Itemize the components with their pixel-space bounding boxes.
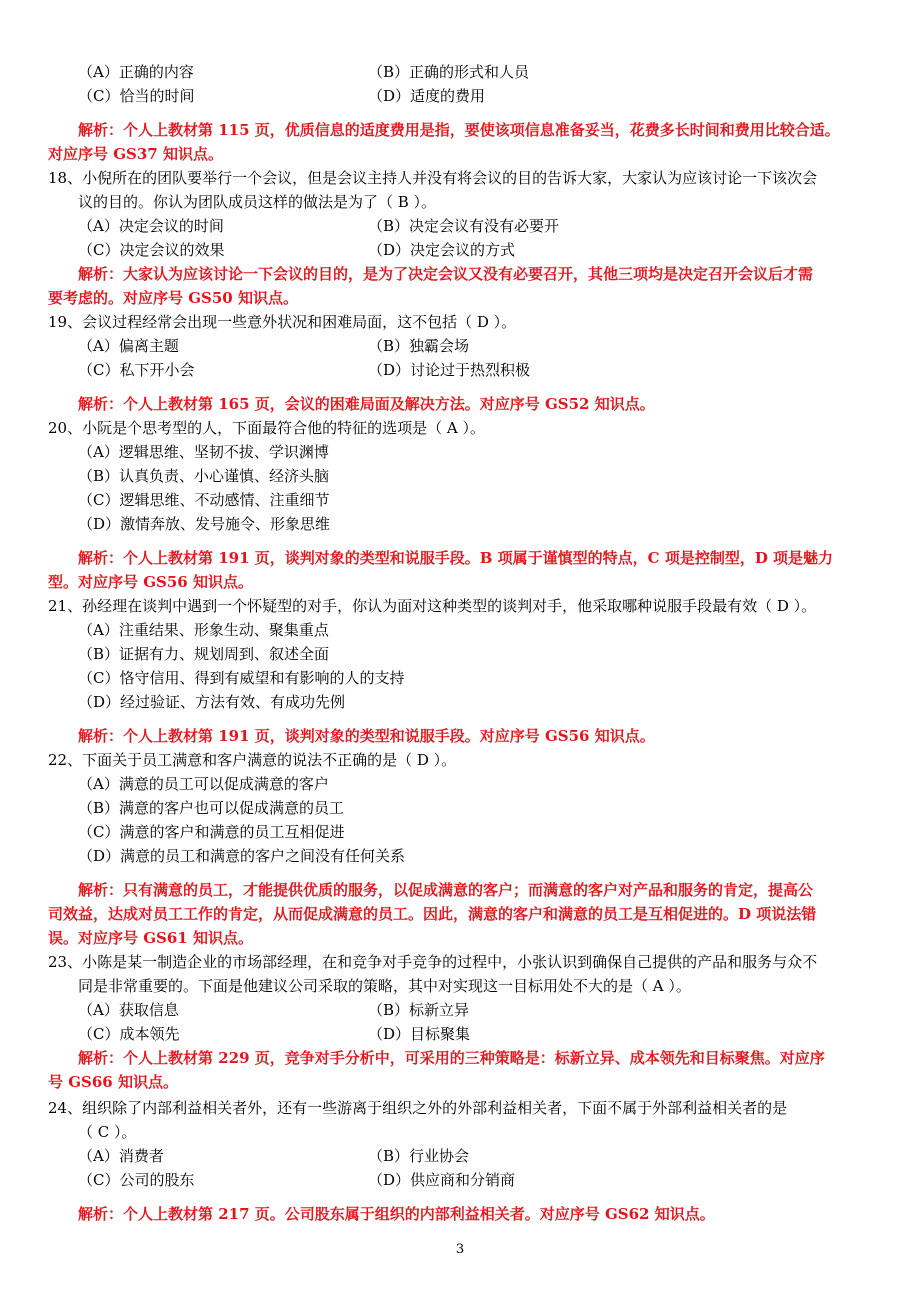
option-c: （C）恰当的时间 xyxy=(78,87,195,105)
option-a: （A）逻辑思维、坚韧不拔、学识渊博 xyxy=(78,443,329,461)
question-18-text: 18、小倪所在的团队要举行一个会议，但是会议主持人并没有将会议的目的告诉大家，大家认为应该讨论一下该次会 xyxy=(48,169,818,187)
page-number: 3 xyxy=(455,1242,465,1257)
option-b: （B）决定会议有没有必要开 xyxy=(368,217,560,235)
analysis-line: 解析：只有满意的员工，才能提供优质的服务，以促成满意的客户；而满意的客户对产品和服务的肯定，提高公 xyxy=(78,881,814,899)
analysis-line: 对应序号 GS37 知识点。 xyxy=(48,145,223,163)
option-b: （B）满意的客户也可以促成满意的员工 xyxy=(78,799,345,817)
option-b: （B）正确的形式和人员 xyxy=(368,63,530,81)
question-23-text: 同是非常重要的。下面是他建议公司采取的策略，其中对实现这一目标用处不大的是（ A ）。 xyxy=(78,977,691,995)
analysis-line: 型。对应序号 GS56 知识点。 xyxy=(48,573,253,591)
analysis-line: 号 GS66 知识点。 xyxy=(48,1073,178,1091)
option-a: （A）满意的员工可以促成满意的客户 xyxy=(78,775,329,793)
option-a: （A）决定会议的时间 xyxy=(78,217,224,235)
option-c: （C）逻辑思维、不动感情、注重细节 xyxy=(78,491,330,509)
option-a: （A）注重结果、形象生动、聚集重点 xyxy=(78,621,329,639)
question-23-text: 23、小陈是某一制造企业的市场部经理，在和竞争对手竞争的过程中，小张认识到确保自己提供的产品和服务与众不 xyxy=(48,953,818,971)
question-19-text: 19、会议过程经常会出现一些意外状况和困难局面，这不包括（ D ）。 xyxy=(48,313,517,331)
option-c: （C）公司的股东 xyxy=(78,1171,195,1189)
option-d: （D）适度的费用 xyxy=(368,87,486,105)
analysis-line: 解析：个人上教材第 217 页。公司股东属于组织的内部利益相关者。对应序号 GS62 知识点。 xyxy=(78,1205,715,1223)
option-c: （C）恪守信用、得到有威望和有影响的人的支持 xyxy=(78,669,405,687)
option-d: （D）供应商和分销商 xyxy=(368,1171,516,1189)
analysis-line: 解析：个人上教材第 229 页，竞争对手分析中，可采用的三种策略是：标新立异、成本领先和目标聚焦。对应序 xyxy=(78,1049,825,1067)
option-c: （C）私下开小会 xyxy=(78,361,195,379)
question-20-text: 20、小阮是个思考型的人，下面最符合他的特征的选项是（ A ）。 xyxy=(48,419,485,437)
option-b: （B）标新立异 xyxy=(368,1001,470,1019)
analysis-line: 解析：大家认为应该讨论一下会议的目的，是为了决定会议又没有必要召开，其他三项均是决定召开会议后才需 xyxy=(78,265,814,283)
option-a: （A）正确的内容 xyxy=(78,63,194,81)
question-24-text: 24、组织除了内部利益相关者外，还有一些游离于组织之外的外部利益相关者，下面不属于外部利益相关者的是 xyxy=(48,1099,788,1117)
option-d: （D）经过验证、方法有效、有成功先例 xyxy=(78,693,346,711)
question-21-text: 21、孙经理在谈判中遇到一个怀疑型的对手，你认为面对这种类型的谈判对手，他采取哪种说服手段最有效（ D ）。 xyxy=(48,597,817,615)
option-d: （D）激情奔放、发号施令、形象思维 xyxy=(78,515,331,533)
analysis-line: 解析：个人上教材第 191 页，谈判对象的类型和说服手段。对应序号 GS56 知识点。 xyxy=(78,727,655,745)
analysis-line: 解析：个人上教材第 191 页，谈判对象的类型和说服手段。B 项属于谨慎型的特点，C 项是控制型，D 项是魅力 xyxy=(78,549,834,567)
option-a: （A）消费者 xyxy=(78,1147,164,1165)
analysis-line: 要考虑的。对应序号 GS50 知识点。 xyxy=(48,289,298,307)
option-b: （B）独霸会场 xyxy=(368,337,470,355)
option-d: （D）目标聚集 xyxy=(368,1025,471,1043)
option-c: （C）满意的客户和满意的员工互相促进 xyxy=(78,823,345,841)
option-d: （D）决定会议的方式 xyxy=(368,241,516,259)
analysis-line: 司效益，达成对员工工作的肯定，从而促成满意的员工。因此，满意的客户和满意的员工是互相促进的。D 项说法错 xyxy=(48,905,817,923)
question-22-text: 22、下面关于员工满意和客户满意的说法不正确的是（ D ）。 xyxy=(48,751,457,769)
option-a: （A）偏离主题 xyxy=(78,337,179,355)
analysis-line: 误。对应序号 GS61 知识点。 xyxy=(48,929,253,947)
question-24-text: （ C ）。 xyxy=(78,1123,137,1141)
option-d: （D）讨论过于热烈积极 xyxy=(368,361,531,379)
option-b: （B）行业协会 xyxy=(368,1147,470,1165)
question-18-text: 议的目的。你认为团队成员这样的做法是为了（ B ）。 xyxy=(78,193,437,211)
option-c: （C）决定会议的效果 xyxy=(78,241,225,259)
analysis-line: 解析：个人上教材第 165 页，会议的困难局面及解决方法。对应序号 GS52 知识点。 xyxy=(78,395,655,413)
option-a: （A）获取信息 xyxy=(78,1001,179,1019)
option-b: （B）证据有力、规划周到、叙述全面 xyxy=(78,645,330,663)
option-b: （B）认真负责、小心谨慎、经济头脑 xyxy=(78,467,330,485)
option-d: （D）满意的员工和满意的客户之间没有任何关系 xyxy=(78,847,406,865)
analysis-line: 解析：个人上教材第 115 页，优质信息的适度费用是指，要使该项信息准备妥当，花费多长时间和费用比较合适。 xyxy=(78,121,840,139)
option-c: （C）成本领先 xyxy=(78,1025,180,1043)
